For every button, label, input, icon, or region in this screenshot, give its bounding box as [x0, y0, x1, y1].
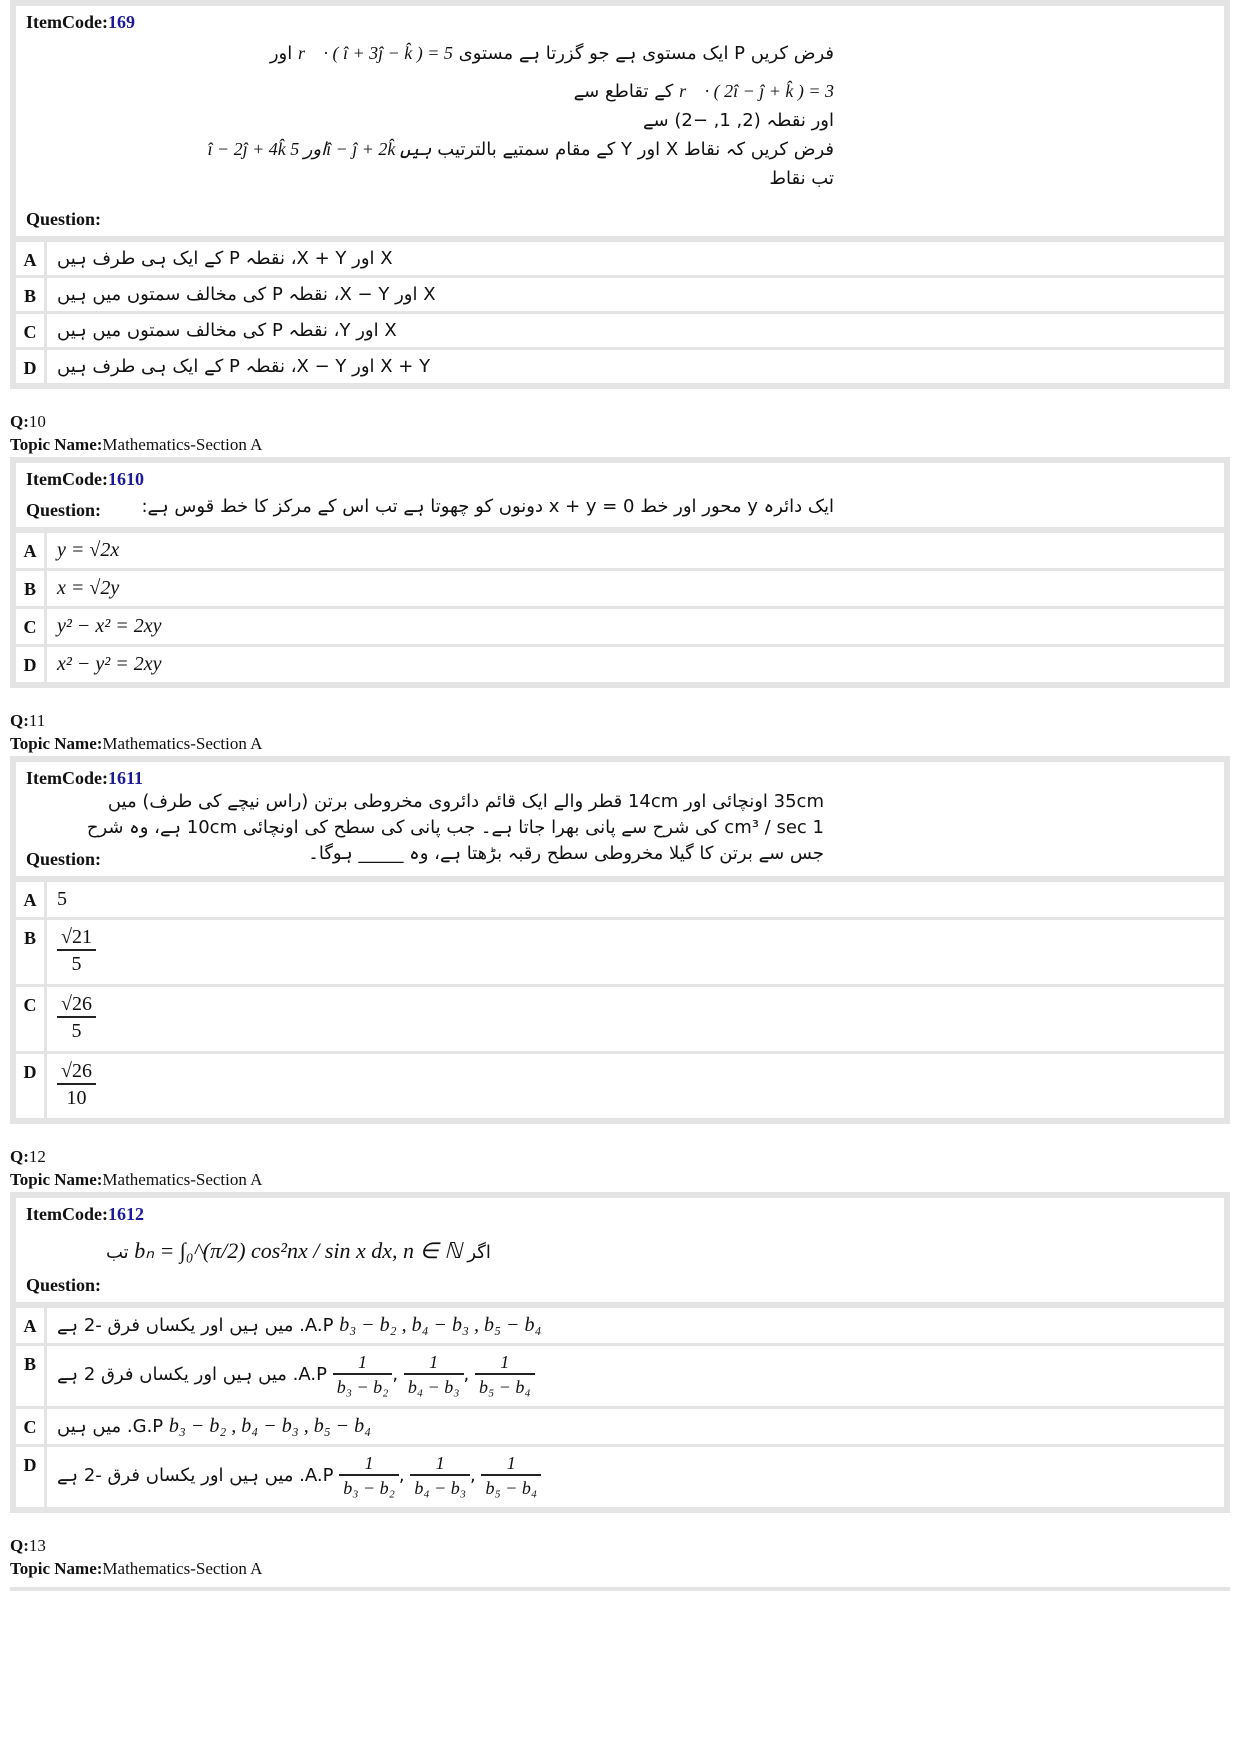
question-text: 35cm اونچائی اور 14cm قطر والے ایک قائم دائروی مخروطی برتن (راس نیچے کی طرف) میں 1 cm³ / sec کی شرح سے پانی بھرا جاتا ہے۔ جب پانی کی سطح کی اونچائی 10cm ہے، وہ شرح جس سے برتن کا گیلا مخروطی سطح رقبہ بڑھتا ہے، وہ _____ ہوگا۔ [86, 790, 824, 864]
option-d[interactable]: D x² − y² = 2xy [16, 644, 1224, 682]
option-text: 5 [57, 887, 67, 910]
option-text: G.P. میں ہیں [57, 1415, 164, 1437]
option-letter: D [16, 350, 47, 383]
option-fraction: $\frac{1}{\text{b₅ − b₄}}$ [475, 1352, 535, 1398]
option-b[interactable]: B x = √2y [16, 568, 1224, 606]
option-text: x = √2y [57, 576, 120, 599]
divider [10, 1587, 1230, 1591]
option-letter: C [16, 314, 47, 347]
question-header [16, 762, 1224, 879]
option-text: A.P. میں ہیں اور یکساں فرق -2 ہے [57, 1464, 334, 1486]
q-label: Q: [10, 412, 29, 431]
option-text: A.P. میں ہیں اور یکساں فرق -2 ہے [57, 1314, 334, 1336]
option-c[interactable] [16, 311, 1224, 347]
question-line-4: فرض کریں کہ نقاط X اور Y کے مقام سمتیے بالترتیب î − 2ĵ + 4k̂ اور 5î − ĵ + 2k̂ ہیں [207, 139, 834, 161]
option-text: A.P. میں ہیں اور یکساں فرق 2 ہے [57, 1363, 327, 1385]
option-letter: B [16, 278, 47, 311]
option-a[interactable] [16, 239, 1224, 275]
question-label: Question: [26, 209, 102, 229]
question-meta-10 [10, 411, 1230, 457]
option-a[interactable]: A A.P. میں ہیں اور یکساں فرق -2 ہے b₃ − b₂ , b₄ − b₃ , b₅ − b₄ [16, 1305, 1224, 1343]
option-text: x² − y² = 2xy [57, 652, 162, 675]
plane-equation-2: r⃗ · ( 2î − ĵ + k̂ ) = 3 [679, 80, 834, 101]
option-a[interactable]: A 5 [16, 879, 1224, 917]
option-fraction: $\frac{√26}{10}$ [57, 1060, 96, 1110]
question-box-1610 [10, 457, 1230, 688]
option-fraction: $\frac{1}{\text{b₃ − b₂}}$ [333, 1352, 393, 1398]
item-code-line [26, 12, 1214, 33]
option-letter: A [16, 242, 47, 275]
plane-equation-1: r⃗ · ( î + 3ĵ − k̂ ) = 5 [297, 43, 453, 63]
option-c[interactable]: C G.P. میں ہیں b₃ − b₂ , b₄ − b₃ , b₅ − b₄ [16, 1406, 1224, 1444]
question-label: Question: [26, 499, 102, 520]
topic-label: Topic Name: [10, 434, 103, 454]
question-meta-13: Q:13 Topic Name:Mathematics-Section A [10, 1535, 263, 1578]
option-c[interactable]: C y² − x² = 2xy [16, 606, 1224, 644]
option-text: X اور Y، نقطہ P کی مخالف سمتوں میں ہیں [57, 320, 397, 341]
question-line-1: فرض کریں P ایک مستوی ہے جو گزرتا ہے مستوی r⃗ · ( î + 3ĵ − k̂ ) = 5 اور [269, 43, 834, 64]
item-code-line: ItemCode:1612 [26, 1203, 144, 1224]
item-code-line: ItemCode:1611 [26, 767, 143, 788]
q-number: 10 [28, 412, 46, 431]
item-code-line: ItemCode:1610 [26, 468, 144, 489]
question-box-1612 [10, 1192, 1230, 1513]
option-text: X اور X − Y، نقطہ P کی مخالف سمتوں میں ہیں [57, 284, 436, 305]
question-text: ایک دائرہ y محور اور خط x + y = 0 دونوں کو چھوتا ہے تب اس کے مرکز کا خط قوس ہے: [141, 495, 834, 517]
question-header [16, 1198, 1224, 1305]
page [10, 0, 1230, 1591]
option-fraction: $\frac{1}{\text{b₄ − b₃}}$ [410, 1453, 470, 1499]
question-line-2: r⃗ · ( 2î − ĵ + k̂ ) = 3 کے تقاطع سے [573, 80, 834, 102]
question-meta-11: Q:11 Topic Name:Mathematics-Section A [10, 710, 263, 753]
question-line-3: اور نقطہ (2, 1, −2) سے [643, 109, 834, 131]
topic-name: Mathematics-Section A [102, 434, 263, 454]
option-a[interactable]: A y = √2x [16, 530, 1224, 568]
question-label: Question: [26, 1274, 102, 1295]
option-fraction: $\frac{1}{\text{b₅ − b₄}}$ [481, 1453, 541, 1499]
option-d[interactable] [16, 347, 1224, 383]
option-fraction: $\frac{√21}{5}$ [57, 926, 96, 976]
integral-expression: تب bₙ = ∫₀^(π/2) cos²nx / sin x dx, n ∈ ℕ اگر [106, 1237, 491, 1263]
question-label: Question: [26, 848, 102, 869]
question-box-169 [10, 0, 1230, 389]
option-text: y = √2x [57, 538, 120, 561]
question-header [16, 6, 1224, 239]
item-code-value: 169 [107, 12, 135, 32]
question-header [16, 463, 1224, 530]
question-text [26, 39, 1214, 194]
option-math: b₃ − b₂ , b₄ − b₃ , b₅ − b₄ [168, 1414, 372, 1437]
option-text: X اور X + Y، نقطہ P کے ایک ہی طرف ہیں [57, 248, 393, 269]
option-fraction: $\frac{1}{\text{b₃ − b₂}}$ [339, 1453, 399, 1499]
option-fraction: $\frac{1}{\text{b₄ − b₃}}$ [404, 1352, 464, 1398]
option-fraction: $\frac{√26}{5}$ [57, 993, 96, 1043]
option-text: y² − x² = 2xy [57, 614, 162, 637]
item-code-label: ItemCode: [26, 12, 108, 32]
question-box-1611 [10, 756, 1230, 1124]
question-line-5: تب نقاط [769, 168, 834, 190]
option-d[interactable]: D A.P. میں ہیں اور یکساں فرق -2 ہے $\frac{1}{\text{b₃ − b₂}}$ , $\frac{1}{\text{b₄ − b₃}}$ , $\frac{1}{\text{b₅ − b₄}}$ [16, 1444, 1224, 1507]
option-b[interactable] [16, 275, 1224, 311]
option-b[interactable]: B $\frac{√21}{5}$ [16, 917, 1224, 984]
option-text: X + Y اور X − Y، نقطہ P کے ایک ہی طرف ہیں [57, 356, 431, 377]
option-math: b₃ − b₂ , b₄ − b₃ , b₅ − b₄ [339, 1313, 542, 1336]
option-c[interactable]: C $\frac{√26}{5}$ [16, 984, 1224, 1051]
option-d[interactable]: D $\frac{√26}{10}$ [16, 1051, 1224, 1118]
question-meta-12: Q:12 Topic Name:Mathematics-Section A [10, 1146, 263, 1189]
option-b[interactable]: B A.P. میں ہیں اور یکساں فرق 2 ہے $\frac{1}{\text{b₃ − b₂}}$ , $\frac{1}{\text{b₄ − b₃}}$ , $\frac{1}{\text{b₅ − b₄}}$ [16, 1343, 1224, 1406]
